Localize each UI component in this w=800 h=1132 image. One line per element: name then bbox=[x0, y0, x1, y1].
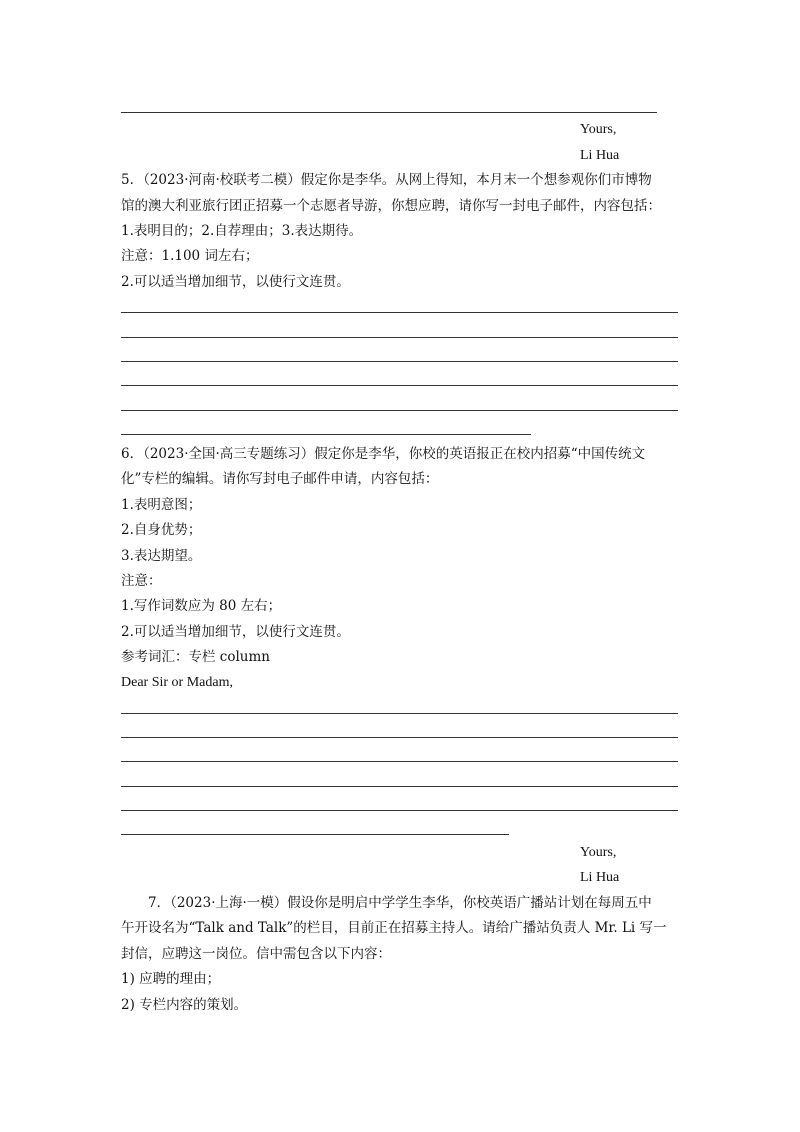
answer-line bbox=[121, 361, 678, 362]
answer-line bbox=[121, 737, 678, 738]
answer-line bbox=[121, 312, 678, 313]
q6-prompt-line-2: 化”专栏的编辑。请你写封电子邮件申请，内容包括： bbox=[121, 471, 439, 487]
q7-item-1: 1) 应聘的理由； bbox=[121, 971, 221, 987]
answer-line bbox=[121, 385, 678, 386]
answer-line bbox=[121, 410, 678, 411]
q6-item-3: 3.表达期望。 bbox=[121, 548, 202, 564]
q6-item-1: 1.表明意图； bbox=[121, 497, 202, 513]
answer-line bbox=[121, 834, 509, 835]
answer-line bbox=[121, 810, 678, 811]
q5-prompt-line-1: 5．（2023·河南·校联考二模）假定你是李华。从网上得知，本月末一个想参观你们市博物 bbox=[121, 172, 652, 188]
q7-prompt-line-2: 午开设名为“Talk and Talk”的栏目，目前正在招募主持人。请给广播站负责人 Mr. Li 写一 bbox=[121, 920, 667, 936]
q6-salutation: Dear Sir or Madam, bbox=[121, 675, 233, 690]
closing-yours: Yours, bbox=[580, 122, 617, 137]
signature-li-hua: Li Hua bbox=[580, 870, 620, 885]
answer-line bbox=[121, 761, 678, 762]
q6-note-2: 2.可以适当增加细节，以使行文连贯。 bbox=[121, 624, 350, 640]
closing-yours: Yours, bbox=[580, 845, 617, 860]
q5-prompt-line-2: 馆的澳大利亚旅行团正招募一个志愿者导游，你想应聘，请你写一封电子邮件，内容包括： bbox=[121, 198, 661, 214]
signature-li-hua: Li Hua bbox=[580, 148, 620, 163]
q7-prompt-line-1: 7．（2023·上海·一模）假设你是明启中学学生李华，你校英语广播站计划在每周五中 bbox=[148, 895, 652, 911]
answer-line bbox=[121, 786, 678, 787]
q6-note-1: 1.写作词数应为 80 左右； bbox=[121, 598, 282, 614]
q5-prompt-line-3: 1.表明目的；2.自荐理由；3.表达期待。 bbox=[121, 223, 363, 239]
q5-note-1: 注意：1.100 词左右； bbox=[121, 248, 259, 264]
q6-item-2: 2.自身优势； bbox=[121, 522, 202, 538]
q7-item-2: 2) 专栏内容的策划。 bbox=[121, 997, 248, 1013]
answer-line bbox=[121, 434, 531, 435]
answer-line bbox=[121, 713, 678, 714]
q6-prompt-line-1: 6．（2023·全国·高三专题练习）假定你是李华，你校的英语报正在校内招募“中国传统文 bbox=[121, 446, 646, 462]
q5-note-2: 2.可以适当增加细节，以使行文连贯。 bbox=[121, 274, 350, 290]
q6-vocab: 参考词汇：专栏 column bbox=[121, 649, 270, 665]
answer-line bbox=[121, 112, 657, 113]
q7-prompt-line-3: 封信，应聘这一岗位。信中需包含以下内容： bbox=[121, 946, 391, 962]
q6-note-label: 注意： bbox=[121, 573, 162, 589]
answer-line bbox=[121, 337, 678, 338]
